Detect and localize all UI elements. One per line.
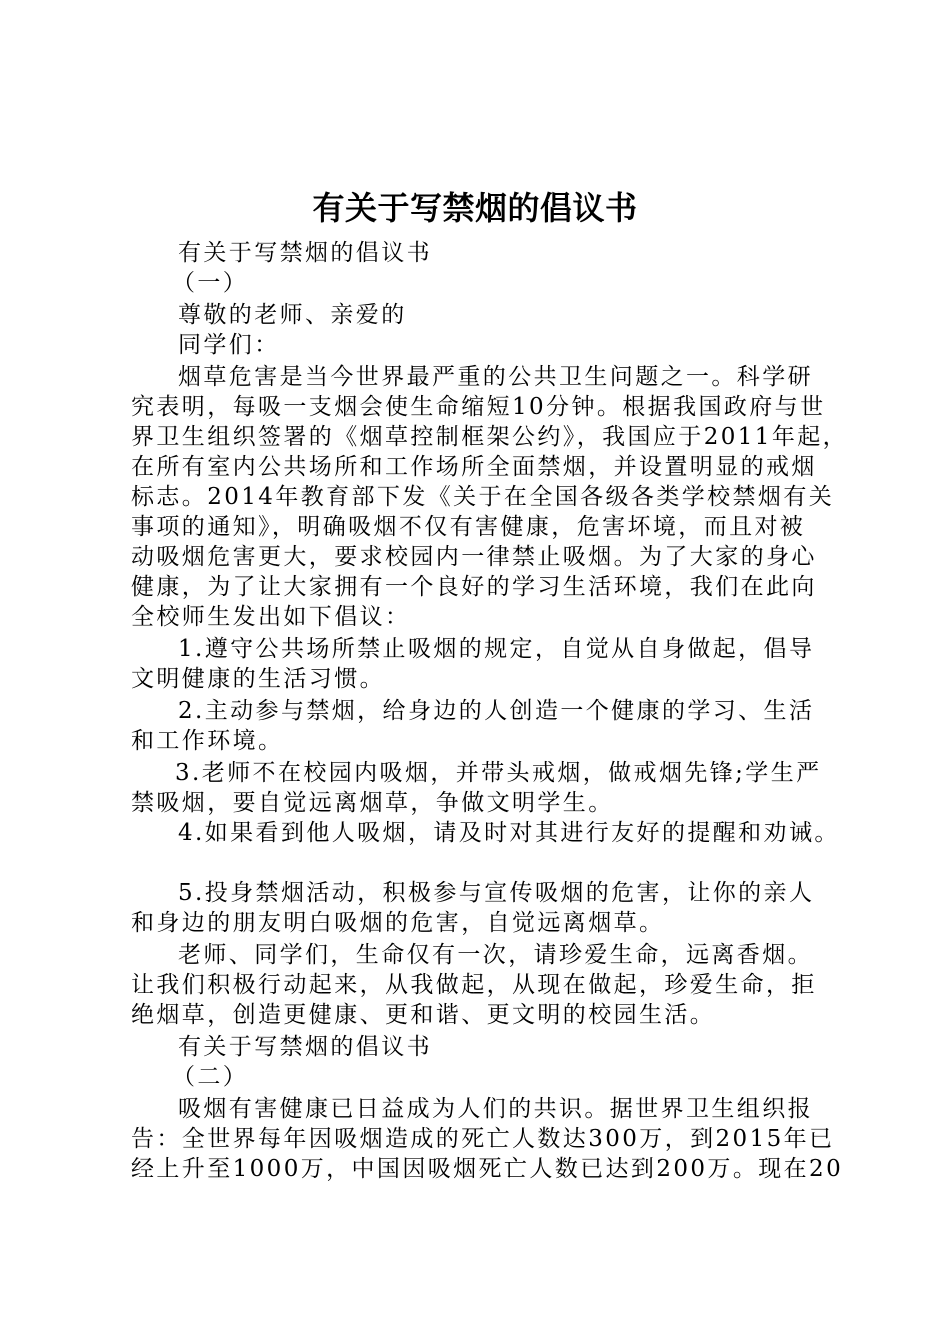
section-number: （一） xyxy=(172,270,249,296)
subtitle-line: 有关于写禁烟的倡议书 xyxy=(178,1034,432,1060)
paragraph-line: 老师、同学们，生命仅有一次，请珍爱生命，远离香烟。 xyxy=(178,942,813,968)
paragraph-line: 经上升至1000万，中国因吸烟死亡人数已达到200万。现在20 xyxy=(131,1156,844,1182)
list-item-line: 2.主动参与禁烟，给身边的人创造一个健康的学习、生活 xyxy=(178,698,815,724)
salutation-line: 同学们： xyxy=(178,332,280,358)
salutation-line: 尊敬的老师、亲爱的 xyxy=(178,302,407,328)
list-item-line: 文明健康的生活习惯。 xyxy=(131,666,385,692)
paragraph-line: 究表明，每吸一支烟会使生命缩短10分钟。根据我国政府与世 xyxy=(131,394,826,420)
paragraph-line: 健康，为了让大家拥有一个良好的学习生活环境，我们在此向 xyxy=(131,574,817,600)
paragraph-line: 动吸烟危害更大，要求校园内一律禁止吸烟。为了大家的身心 xyxy=(131,544,817,570)
paragraph-line: 告：全世界每年因吸烟造成的死亡人数达300万，到2015年已 xyxy=(131,1126,835,1152)
paragraph-line: 事项的通知》，明确吸烟不仅有害健康，危害坏境，而且对被 xyxy=(131,514,806,540)
subtitle-line: 有关于写禁烟的倡议书 xyxy=(178,240,432,266)
list-item-line: 1.遵守公共场所禁止吸烟的规定，自觉从自身做起，倡导 xyxy=(178,636,815,662)
list-item-line: 和身边的朋友明白吸烟的危害，自觉远离烟草。 xyxy=(131,910,665,936)
document-title: 有关于写禁烟的倡议书 xyxy=(312,189,638,227)
paragraph-line: 在所有室内公共场所和工作场所全面禁烟，并设置明显的戒烟 xyxy=(131,454,817,480)
list-item-line: 和工作环境。 xyxy=(131,728,284,754)
list-item-line: 3.老师不在校园内吸烟，并带头戒烟，做戒烟先锋;学生严 xyxy=(175,760,822,786)
paragraph-line: 标志。2014年教育部下发《关于在全国各级各类学校禁烟有关 xyxy=(131,484,835,510)
list-item-line: 4.如果看到他人吸烟，请及时对其进行友好的提醒和劝诫。 xyxy=(178,820,840,846)
paragraph-line: 全校师生发出如下倡议： xyxy=(131,604,411,630)
paragraph-line: 界卫生组织签署的《烟草控制框架公约》，我国应于2011年起， xyxy=(131,424,849,450)
list-item-line: 禁吸烟，要自觉远离烟草，争做文明学生。 xyxy=(131,790,614,816)
paragraph-line: 绝烟草，创造更健康、更和谐、更文明的校园生活。 xyxy=(131,1002,716,1028)
paragraph-line: 烟草危害是当今世界最严重的公共卫生问题之一。科学研 xyxy=(178,364,813,390)
paragraph-line: 让我们积极行动起来，从我做起，从现在做起，珍爱生命，拒 xyxy=(131,972,817,998)
list-item-line: 5.投身禁烟活动，积极参与宣传吸烟的危害，让你的亲人 xyxy=(178,880,815,906)
paragraph-line: 吸烟有害健康已日益成为人们的共识。据世界卫生组织报 xyxy=(178,1096,813,1122)
section-number: （二） xyxy=(172,1064,249,1090)
